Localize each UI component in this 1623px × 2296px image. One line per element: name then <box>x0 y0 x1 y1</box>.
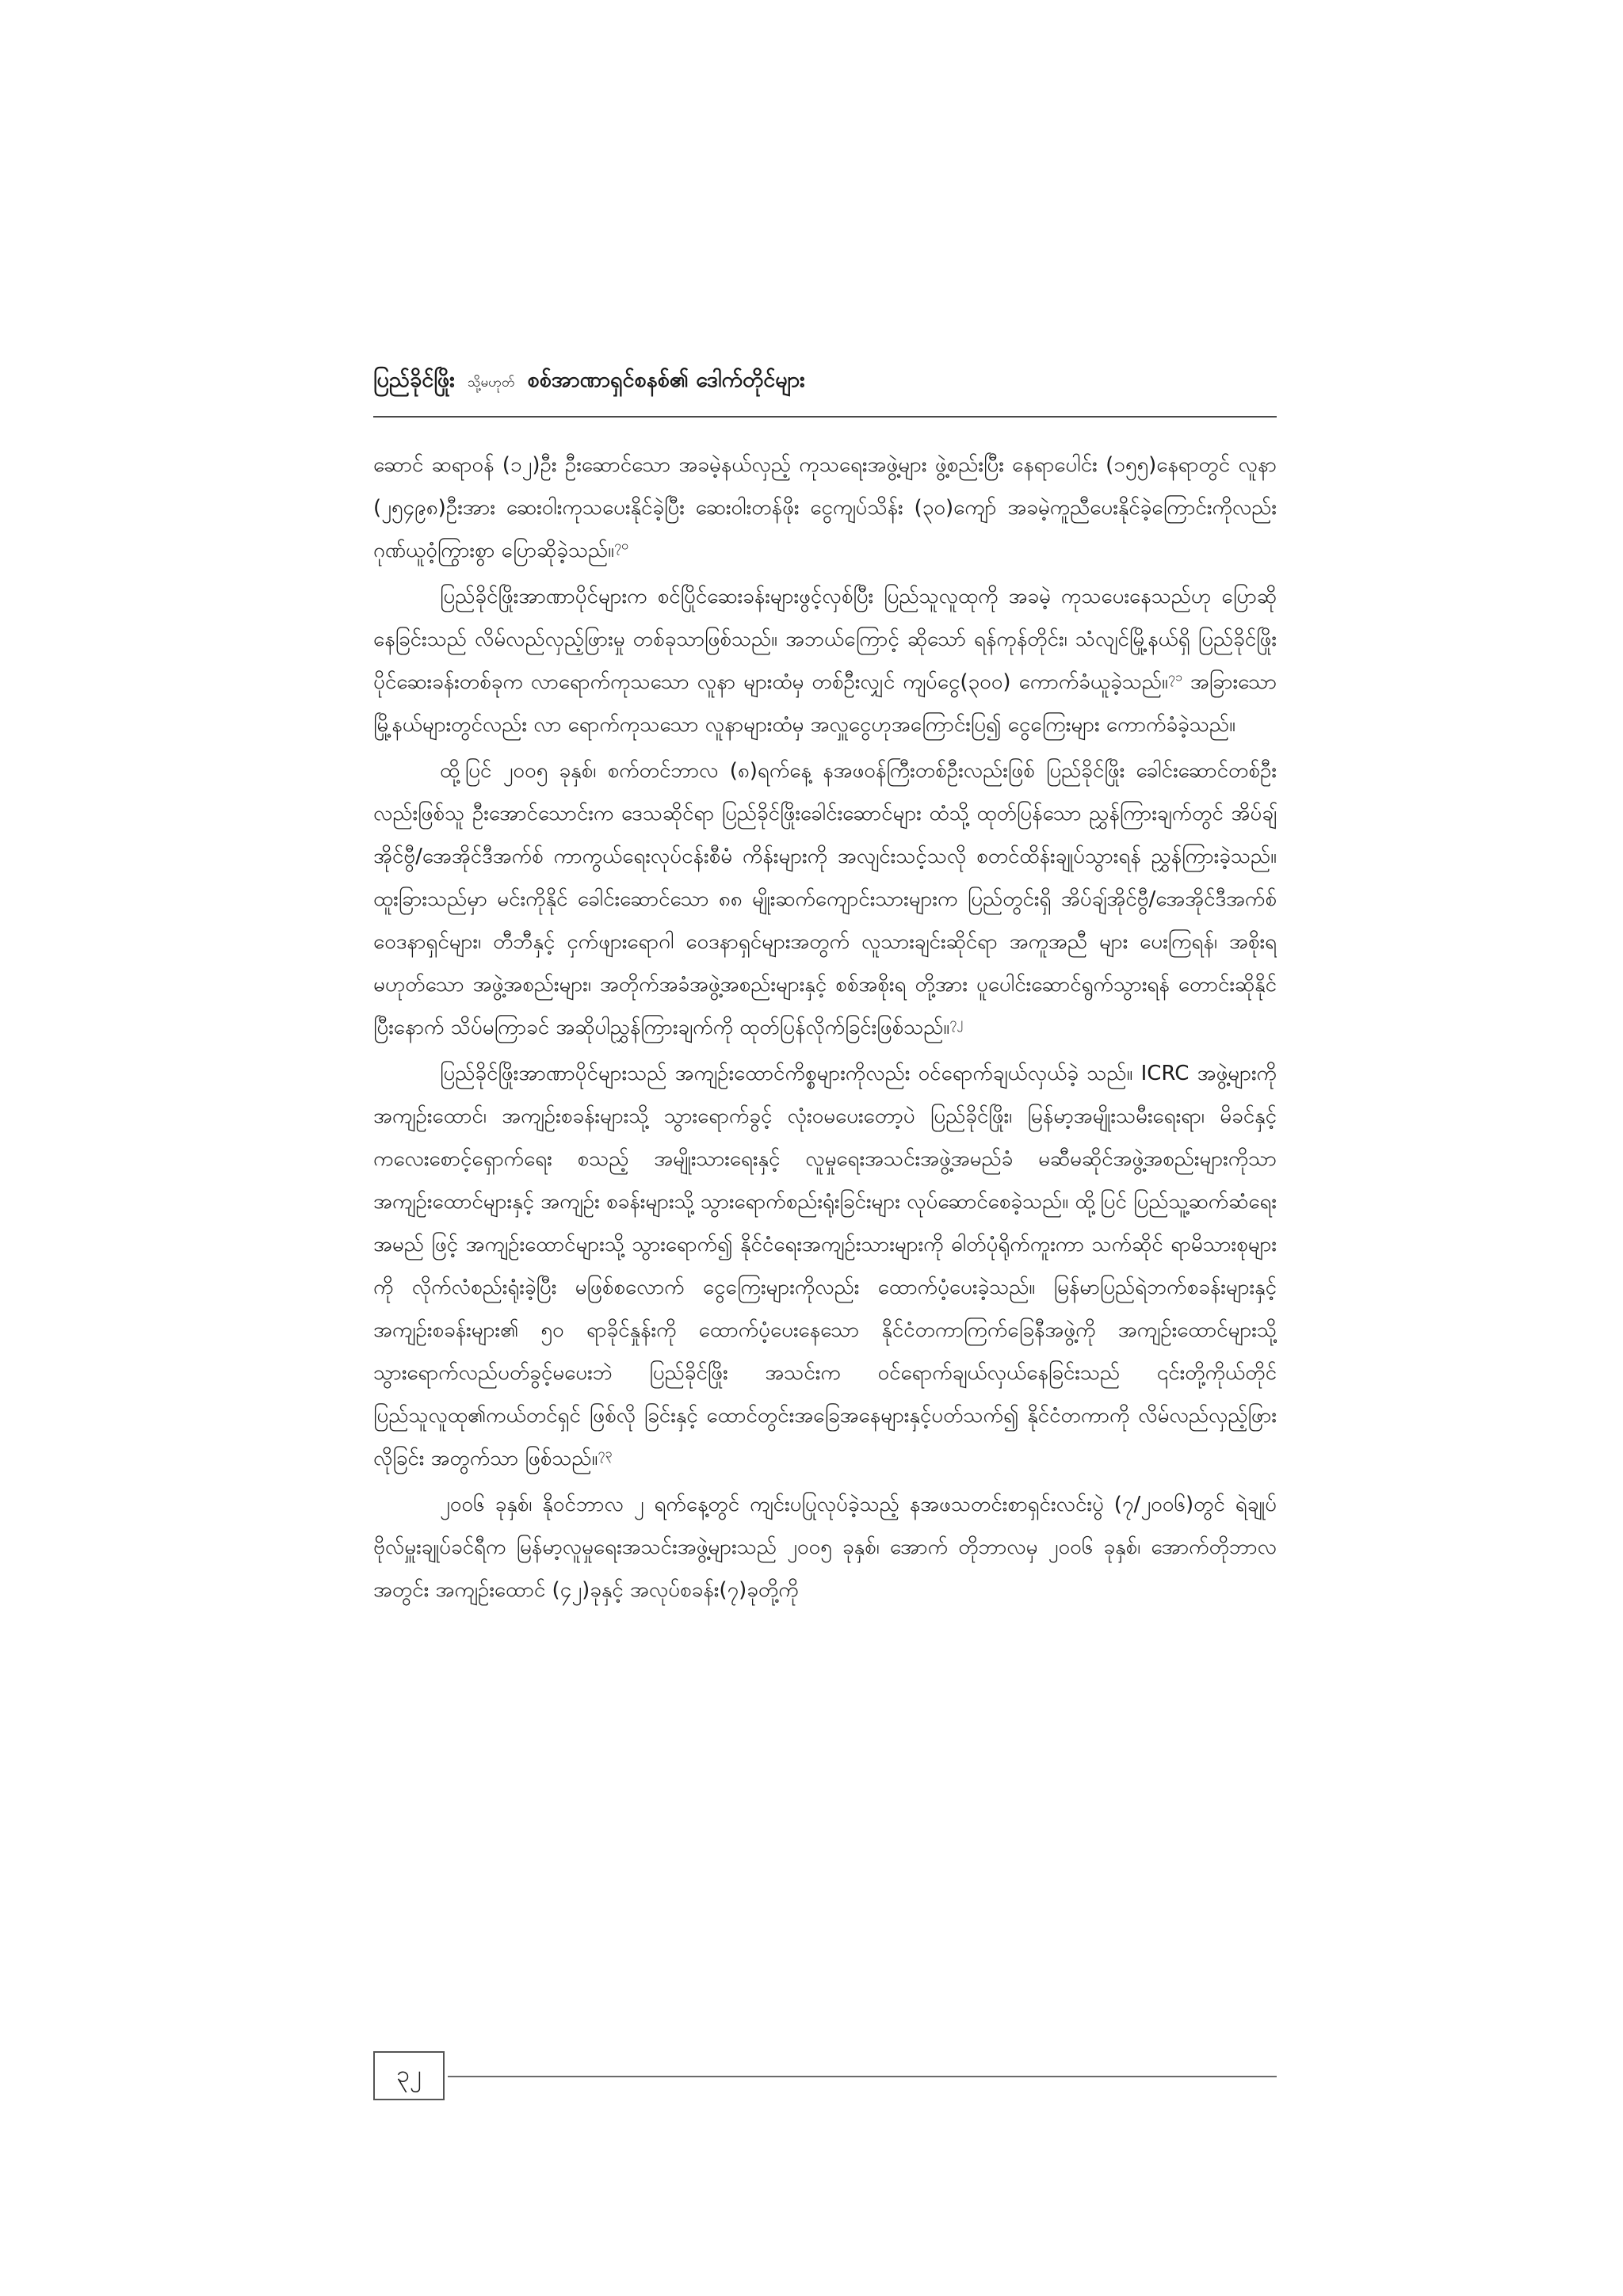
paragraph-4 <box>373 1052 1277 1480</box>
header-title-right: စစ်အာဏာရှင်စနစ်၏ ဒေါက်တိုင်များ <box>527 368 805 392</box>
header-title-left: ပြည်ခိုင်ဖြိုး <box>373 368 456 392</box>
header-divider <box>373 416 1277 418</box>
paragraph-1-text: ဆောင် ဆရာဝန် (၁၂)ဦး ဦးဆောင်သော အခမဲ့နယ်လှည့် ကုသရေးအဖွဲ့များ ဖွဲ့စည်းပြီး နေရာပေါင်း (၁၅၅)နေရာတွင် လူနာ (၂၅၄၉၈)ဦးအား ဆေးဝါးကုသပေးနိုင်ခဲ့ပြီး ဆေးဝါးတန်ဖိုး ငွေကျပ်သိန်း (၃၀)ကျော် အခမဲ့ကူညီပေးနိုင်ခဲ့ကြောင်းကိုလည်း ဂုဏ်ယူဝံ့ကြွားစွာ ပြောဆိုခဲ့သည်။ <box>373 453 1277 563</box>
paragraph-2-text: ပြည်ခိုင်ဖြိုးအာဏာပိုင်များက စင်ပြိုင်ဆေးခန်းများဖွင့်လှစ်ပြီး ပြည်သူလူထုကို အခမဲ့ ကုသပေးနေသည်ဟု ပြောဆိုနေခြင်းသည် လိမ်လည်လှည့်ဖြားမှု တစ်ခုသာဖြစ်သည်။ အဘယ်ကြောင့် ဆိုသော် ရန်ကုန်တိုင်း၊ သံလျင်မြို့နယ်ရှိ ပြည်ခိုင်ဖြိုးပိုင်ဆေးခန်းတစ်ခုက လာရောက်ကုသသော လူနာ များထံမှ တစ်ဦးလျှင် ကျပ်ငွေ(၃၀၀) ကောက်ခံယူခဲ့သည်။ <box>373 585 1277 694</box>
footnote-ref-72[interactable]: ၇၂ <box>949 1014 964 1030</box>
footnote-ref-73[interactable]: ၇၃ <box>598 1445 613 1461</box>
footnote-ref-71[interactable]: ၇၁ <box>1167 669 1182 685</box>
paragraph-2-tail: အခြားသော မြို့နယ်များတွင်လည်း လာ ရောက်ကုသသော လူနာများထံမှ အလှူငွေဟုအကြောင်းပြ၍ ငွေကြေးများ ကောက်ခံခဲ့သည်။ <box>373 670 1277 737</box>
page-number <box>373 2051 445 2100</box>
paragraph-5-text: ၂၀၀၆ ခုနှစ်၊ နိုဝင်ဘာလ ၂ ရက်နေ့တွင် ကျင်းပပြုလုပ်ခဲ့သည့် နအဖသတင်းစာရှင်းလင်းပွဲ (၇/၂၀၀၆)တွင် ရဲချုပ် ဗိုလ်မှူးချုပ်ခင်ရီက မြန်မာ့လူမှုရေးအသင်းအဖွဲ့များသည် ၂၀၀၅ ခုနှစ်၊ အောက် တိုဘာလမှ ၂၀၀၆ ခုနှစ်၊ အောက်တိုဘာလအတွင်း အကျဉ်းထောင် (၄၂)ခုနှင့် အလုပ်စခန်း(၇)ခုတို့ကို <box>373 1493 1277 1602</box>
running-header <box>373 366 1277 410</box>
paragraph-4-text: ပြည်ခိုင်ဖြိုးအာဏာပိုင်များသည် အကျဉ်းထောင်ကိစ္စများကိုလည်း ဝင်ရောက်ချယ်လှယ်ခဲ့ သည်။ ICRC အဖွဲ့များကို အကျဉ်းထောင်၊ အကျဉ်းစခန်းများသို့ သွားရောက်ခွင့် လုံးဝမပေးတော့ပဲ ပြည်ခိုင်ဖြိုး၊ မြန်မာ့အမျိုးသမီးရေးရာ၊ မိခင်နှင့်ကလေးစောင့်ရှောက်ရေး စသည့် အမျိုးသားရေးနှင့် လူမှုရေးအသင်းအဖွဲ့အမည်ခံ မဆီမဆိုင်အဖွဲ့အစည်းများကိုသာ အကျဉ်းထောင်များနှင့် အကျဉ်း စခန်းများသို့ သွားရောက်စည်းရုံးခြင်းများ လုပ်ဆောင်စေခဲ့သည်။ ထို့ပြင် ပြည်သူ့ဆက်ဆံရေးအမည် ဖြင့် အကျဉ်းထောင်များသို့ သွားရောက်၍ နိုင်ငံရေးအကျဉ်းသားများကို ဓါတ်ပုံရိုက်ကူးကာ သက်ဆိုင် ရာမိသားစုများကို လိုက်လံစည်းရုံးခဲ့ပြီး မဖြစ်စလောက် ငွေကြေးများကိုလည်း ထောက်ပံ့ပေးခဲ့သည်။ မြန်မာပြည်ရဲဘက်စခန်းများနှင့် အကျဉ်းစခန်းများ၏ ၅၀ ရာခိုင်နှုန်းကို ထောက်ပံ့ပေးနေသော နိုင်ငံတကာကြက်ခြေနီအဖွဲ့ကို အကျဉ်းထောင်များသို့ သွားရောက်လည်ပတ်ခွင့်မပေးဘဲ ပြည်ခိုင်ဖြိုး အသင်းက ဝင်ရောက်ချယ်လှယ်နေခြင်းသည် ၎င်းတို့ကိုယ်တိုင် ပြည်သူလူထု၏ကယ်တင်ရှင် ဖြစ်လို ခြင်းနှင့် ထောင်တွင်းအခြေအနေများနှင့်ပတ်သက်၍ နိုင်ငံတကာကို လိမ်လည်လှည့်ဖြားလိုခြင်း အတွက်သာ ဖြစ်သည်။ <box>373 1062 1277 1470</box>
page-number-label: ၃၂ <box>396 2060 422 2088</box>
paragraph-1 <box>373 444 1277 572</box>
paragraph-5 <box>373 1483 1277 1611</box>
footnote-ref-70[interactable]: ၇၀ <box>614 537 628 553</box>
paragraph-3-text: ထို့ပြင် ၂၀၀၅ ခုနှစ်၊ စက်တင်ဘာလ (၈)ရက်နေ့ နအဖဝန်ကြီးတစ်ဦးလည်းဖြစ် ပြည်ခိုင်ဖြိုး ခေါင်းဆောင်တစ်ဦးလည်းဖြစ်သူ ဦးအောင်သောင်းက ဒေသဆိုင်ရာ ပြည်ခိုင်ဖြိုးခေါင်းဆောင်များ ထံသို့ ထုတ်ပြန်သော ညွှန်ကြားချက်တွင် အိပ်ချ်အိုင်ဗွီ/အေအိုင်ဒီအက်စ် ကာကွယ်ရေးလုပ်ငန်းစီမံ ကိန်းများကို အလျင်းသင့်သလို စတင်ထိန်းချုပ်သွားရန် ညွှန်ကြားခဲ့သည်။ ထူးခြားသည်မှာ မင်းကိုနိုင် ခေါင်းဆောင်သော ၈၈ မျိုးဆက်ကျောင်းသားများက ပြည်တွင်းရှိ အိပ်ချ်အိုင်ဗွီ/အေအိုင်ဒီအက်စ် ဝေဒနာရှင်များ၊ တီဘီနှင့် ငှက်ဖျားရောဂါ ဝေဒနာရှင်များအတွက် လူသားချင်းဆိုင်ရာ အကူအညီ များ ပေးကြရန်၊ အစိုးရမဟုတ်သော အဖွဲ့အစည်းများ၊ အတိုက်အခံအဖွဲ့အစည်းများနှင့် စစ်အစိုးရ တို့အား ပူပေါင်းဆောင်ရွက်သွားရန် တောင်းဆိုနိုင်ပြီးနောက် သိပ်မကြာခင် အဆိုပါညွှန်ကြားချက်ကို ထုတ်ပြန်လိုက်ခြင်းဖြစ်သည်။ <box>373 759 1277 1039</box>
body-text <box>373 444 1277 2012</box>
paragraph-2 <box>373 575 1277 746</box>
footer-divider <box>448 2076 1277 2077</box>
paragraph-3 <box>373 749 1277 1049</box>
header-connector: သို့မဟုတ် <box>468 375 515 391</box>
